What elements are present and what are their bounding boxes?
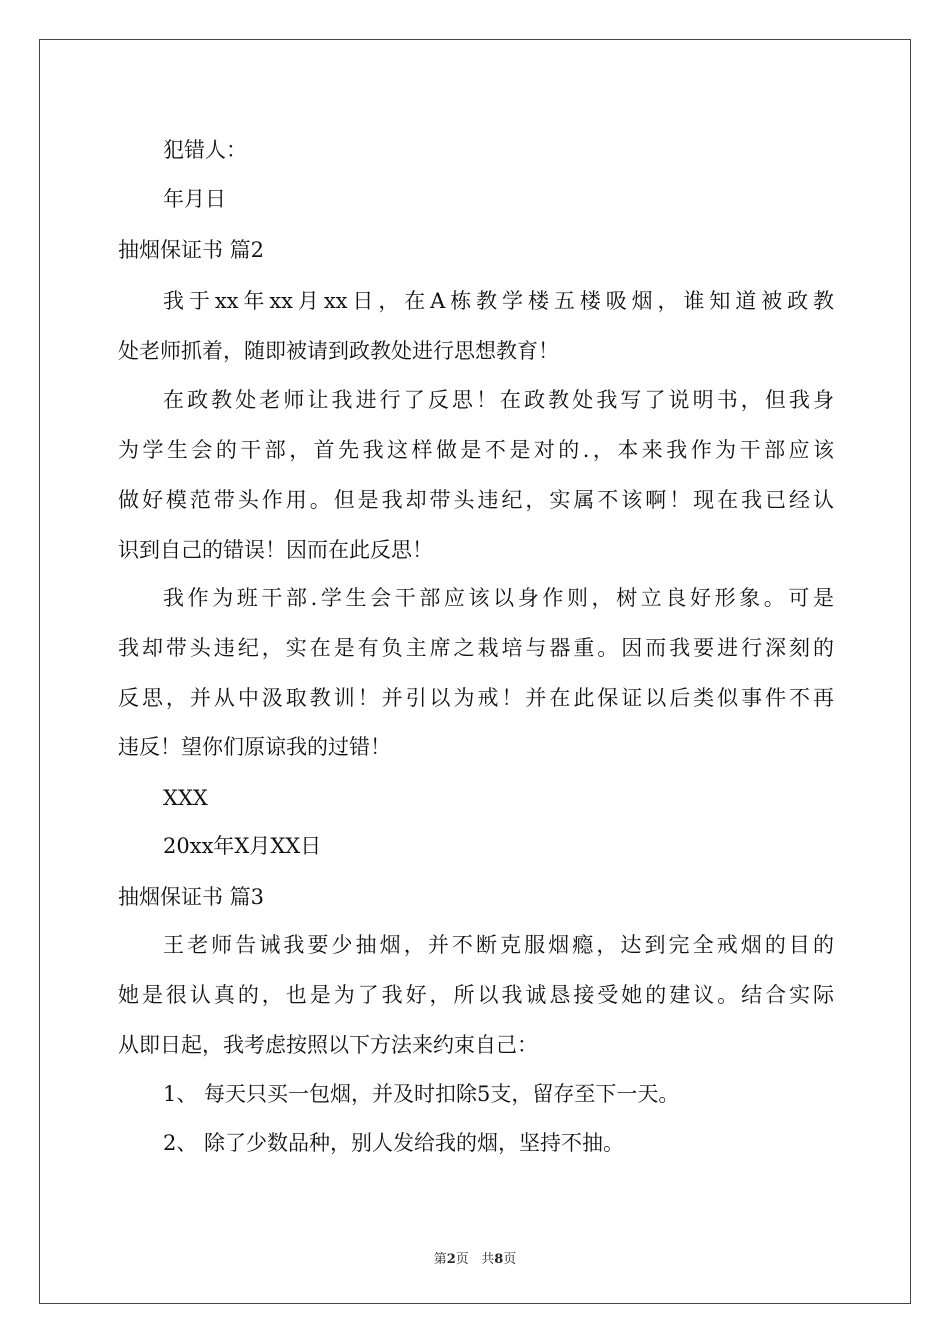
footer-total-prefix: 共: [481, 1252, 495, 1267]
paragraph-line: 识到自己的错误！因而在此反思！: [118, 538, 433, 562]
footer-total-pages: 8: [494, 1252, 504, 1267]
footer-page-suffix: 页: [455, 1252, 469, 1267]
list-item: 1、 每天只买一包烟，并及时扣除5支，留存至下一天。: [163, 1082, 680, 1106]
section-heading-3: 抽烟保证书 篇3: [118, 885, 265, 909]
page-border: [39, 39, 911, 1304]
signer-line: 犯错人：: [163, 138, 247, 162]
footer-total-suffix: 页: [503, 1252, 517, 1267]
paragraph-line: 违反！望你们原谅我的过错！: [118, 735, 391, 759]
section-heading-2: 抽烟保证书 篇2: [118, 238, 265, 262]
list-item: 2、 除了少数品种，别人发给我的烟，坚持不抽。: [163, 1131, 625, 1155]
paragraph-line: 我作为班干部.学生会干部应该以身作则，树立良好形象。可是: [163, 586, 834, 610]
paragraph-line: 处老师抓着，随即被请到政教处进行思想教育！: [118, 339, 559, 363]
footer-page-prefix: 第: [433, 1252, 447, 1267]
paragraph-line: 在政教处老师让我进行了反思！在政教处我写了说明书，但我身: [163, 388, 834, 412]
footer-page-number: 2: [446, 1252, 456, 1267]
paragraph-line: 反思，并从中汲取教训！并引以为戒！并在此保证以后类似事件不再: [118, 686, 834, 710]
date-line: 年月日: [163, 187, 226, 211]
page-footer: [0, 1248, 950, 1267]
paragraph-line: 做好模范带头作用。但是我却带头违纪，实属不该啊！现在我已经认: [118, 488, 834, 512]
paragraph-line: 她是很认真的，也是为了我好，所以我诚恳接受她的建议。结合实际: [118, 983, 834, 1007]
paragraph-line: 我却带头违纪，实在是有负主席之栽培与器重。因而我要进行深刻的: [118, 636, 834, 660]
paragraph-line: 为学生会的干部，首先我这样做是不是对的.，本来我作为干部应该: [118, 438, 834, 462]
paragraph-line: 我于xx年xx月xx日，在A栋教学楼五楼吸烟，谁知道被政教: [163, 289, 834, 313]
paragraph-line: 王老师告诫我要少抽烟，并不断克服烟瘾，达到完全戒烟的目的: [163, 933, 834, 957]
paragraph-line: 从即日起，我考虑按照以下方法来约束自己：: [118, 1033, 538, 1057]
signature-line: XXX: [163, 786, 208, 810]
date-line: 20xx年X月XX日: [163, 834, 322, 858]
